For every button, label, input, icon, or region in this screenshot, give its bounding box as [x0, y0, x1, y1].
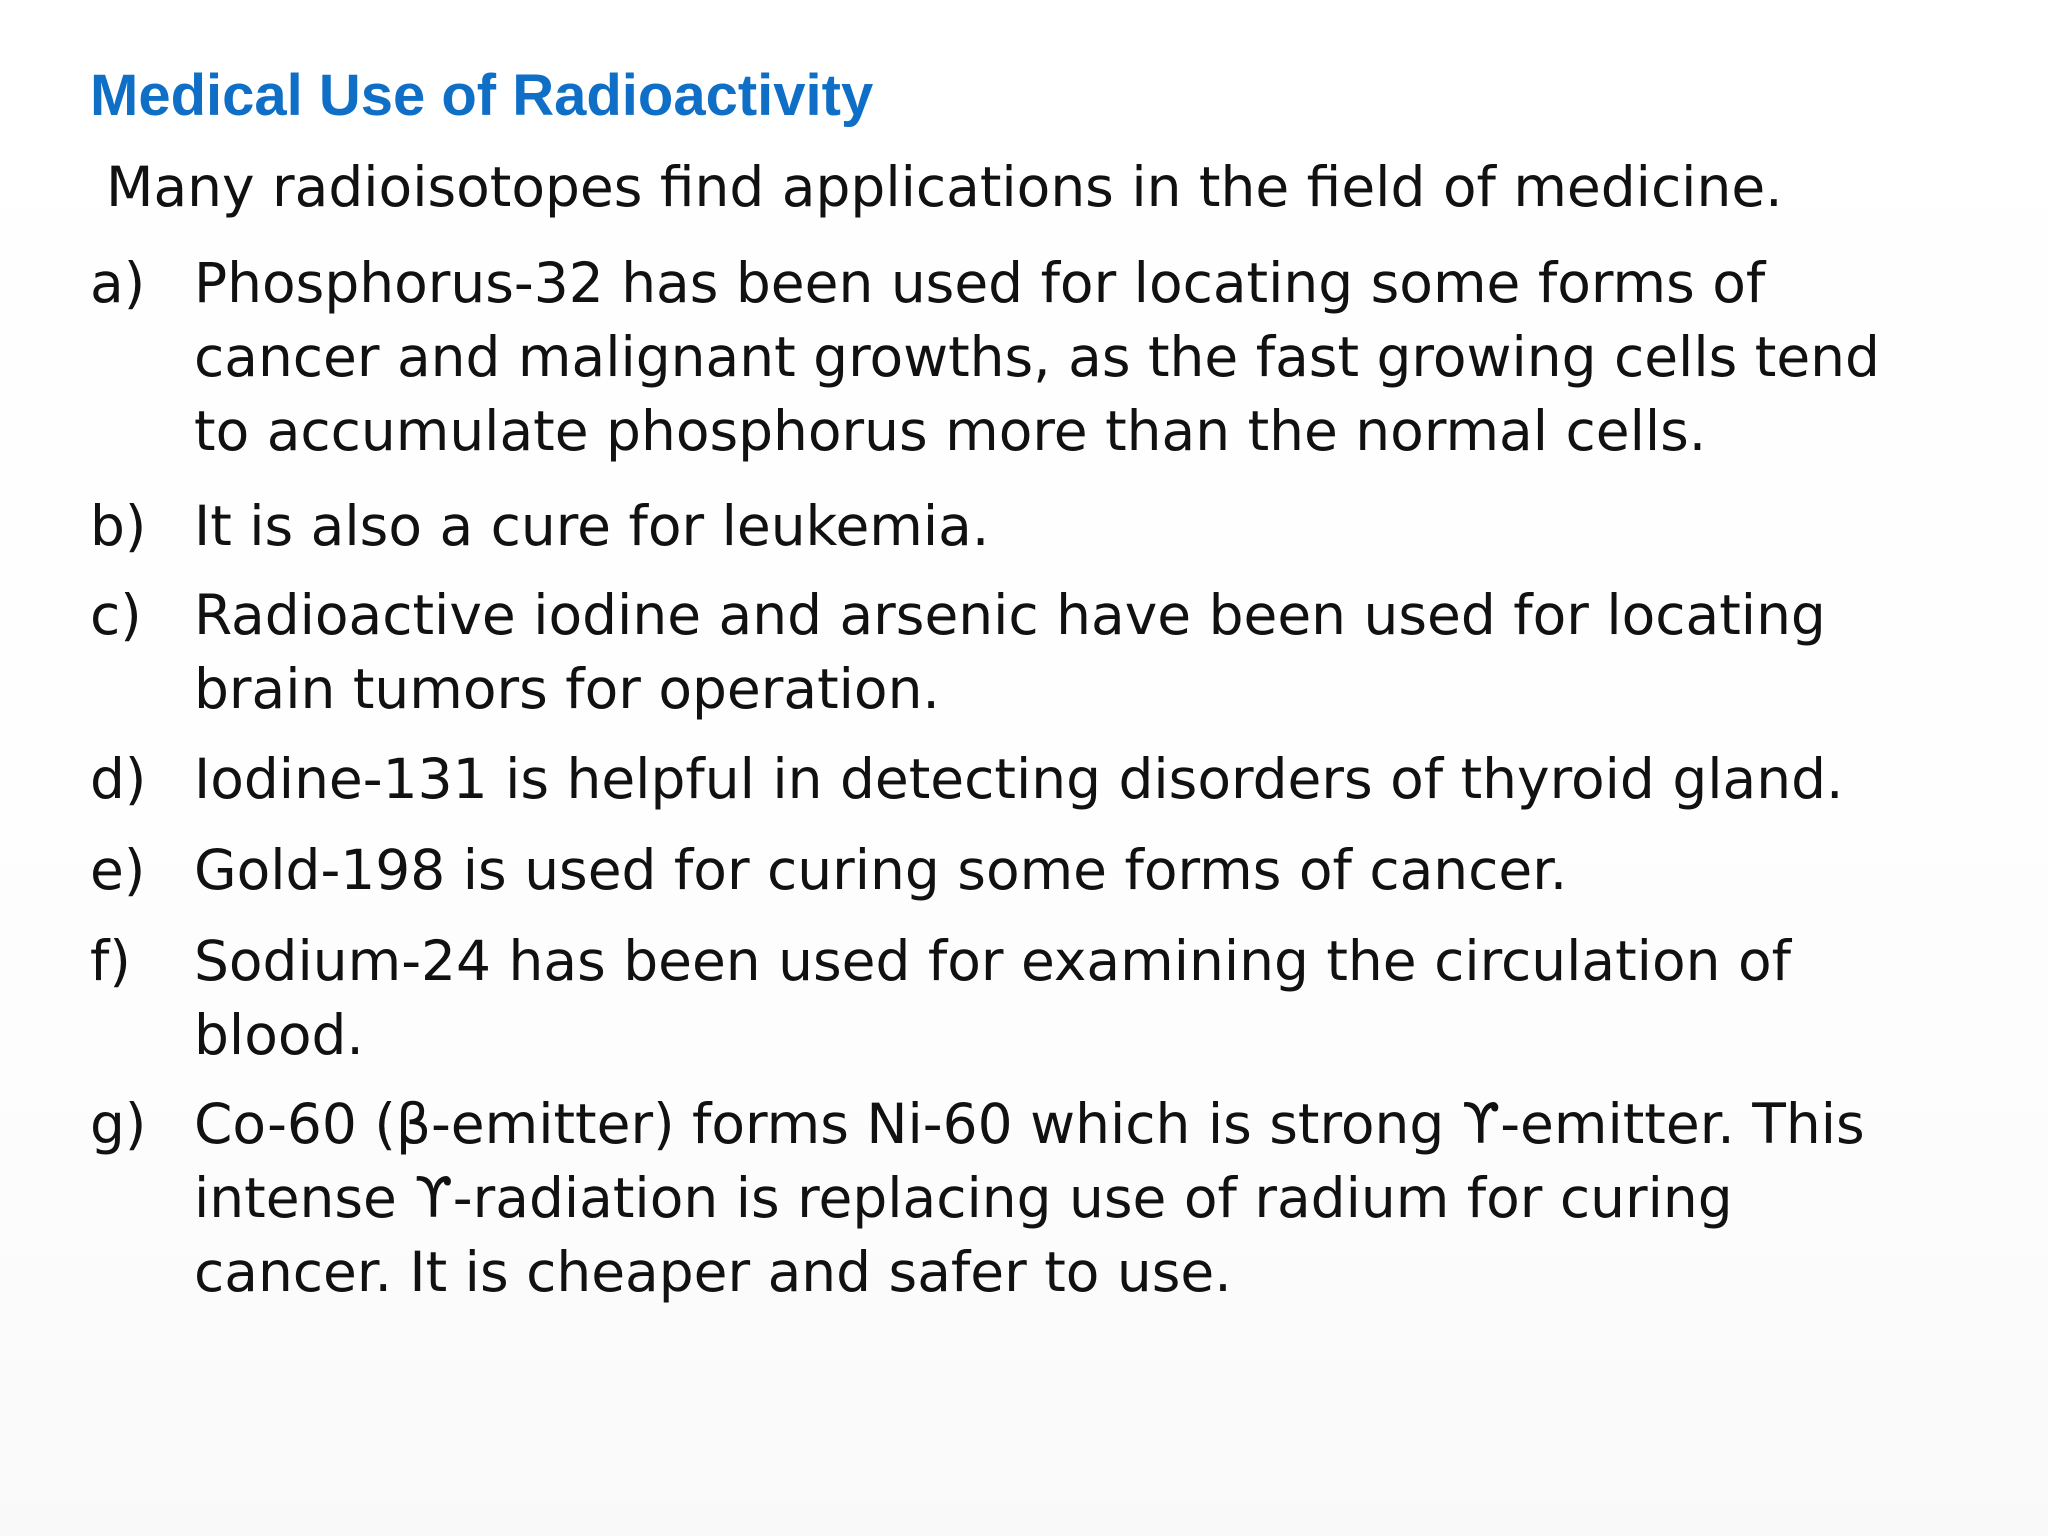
text-line: Phosphorus-32 has been used for locating some forms of [194, 251, 1766, 315]
list-marker: f) [90, 929, 131, 993]
list-item-text [194, 742, 1954, 816]
list-item-text [194, 924, 1954, 1072]
list-item-text [194, 246, 1954, 468]
text-line: Sodium-24 has been used for examining the circulation of [194, 929, 1791, 993]
list-marker: a) [90, 251, 146, 315]
list-marker: d) [90, 747, 147, 811]
text-line: blood. [194, 1003, 364, 1067]
text-line: Radioactive iodine and arsenic have been used for locating [194, 583, 1826, 647]
text-line: cancer and malignant growths, as the fast growing cells tend [194, 325, 1880, 389]
list-item-text [194, 833, 1954, 907]
text-line: cancer. It is cheaper and safer to use. [194, 1240, 1232, 1304]
text-line: It is also a cure for leukemia. [194, 494, 990, 558]
list-item-text [194, 1087, 1954, 1309]
text-line: brain tumors for operation. [194, 657, 940, 721]
list-item-text [194, 489, 1954, 563]
list-marker: g) [90, 1092, 147, 1156]
text-line: to accumulate phosphorus more than the normal cells. [194, 399, 1707, 463]
slide-title: Medical Use of Radioactivity [90, 63, 874, 128]
list-marker: b) [90, 494, 147, 558]
text-line: Co-60 (β-emitter) forms Ni-60 which is strong ϒ-emitter. This [194, 1092, 1865, 1156]
text-line: Iodine-131 is helpful in detecting disorders of thyroid gland. [194, 747, 1844, 811]
list-marker: c) [90, 583, 142, 647]
text-line: Gold-198 is used for curing some forms of cancer. [194, 838, 1568, 902]
intro-text: Many radioisotopes find applications in the field of medicine. [106, 155, 1783, 219]
list-marker: e) [90, 838, 146, 902]
list-item-text [194, 578, 1954, 726]
text-line: intense ϒ-radiation is replacing use of radium for curing [194, 1166, 1733, 1230]
